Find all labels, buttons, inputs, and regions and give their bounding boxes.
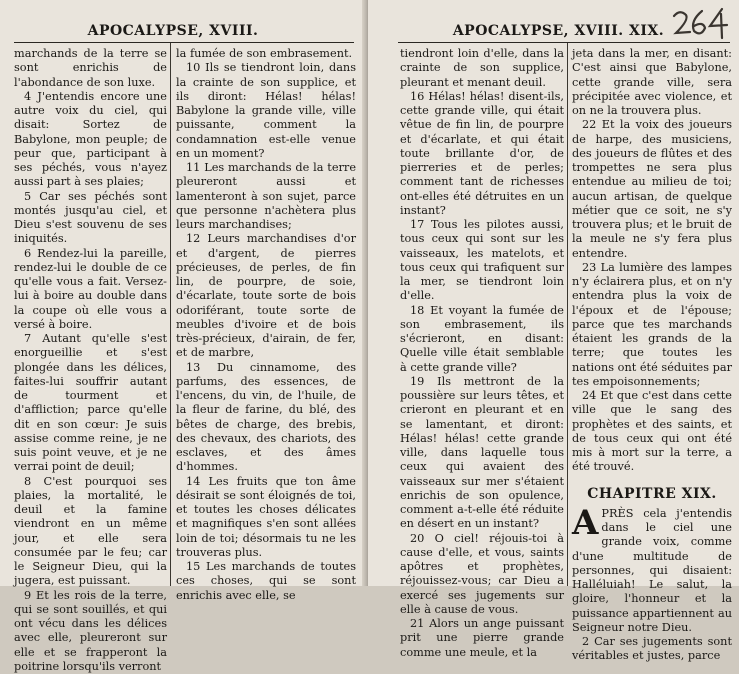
verse: 16 Hélas! hélas! disent-ils, cette grande ville, qui était vêtue de fin lin, de pourpre et d'écarlate, et qui était toute brillante d'or, de pierreries et de perles; comment tant de richesses ont-elles été détruites en un instant? [400, 90, 564, 218]
verse: 13 Du cinnamome, des parfums, des essences, de l'encens, du vin, de l'huile, de la fleur de farine, du blé, des bêtes de charge, des brebis, des chevaux, des chariots, des esclaves, et des âmes d'hommes. [176, 361, 356, 475]
verse: 8 C'est pourquoi ses plaies, la mortalité, le deuil et la famine viendront en un même jour, et elle sera consumée par le feu; car le Seigneur Dieu, qui la jugera, est puissant. [14, 475, 167, 589]
verse: 7 Autant qu'elle s'est enorgueillie et s'est plongée dans les délices, faites-lui souffrir autant de tourment et d'affliction; parce qu'elle dit en son cœur: Je suis assise comme reine, je ne suis point veuve, et je ne verrai point de deuil; [14, 332, 167, 475]
column-divider-right [567, 43, 568, 586]
verse: jeta dans la mer, en disant: C'est ainsi que Babylone, cette grande ville, sera précipitée avec violence, et on ne la trouvera plus. [572, 47, 732, 118]
verse: 10 Ils se tiendront loin, dans la crainte de son supplice, et ils diront: Hélas! hélas! Babylone la grande ville, ville puissante, comment la condamnation est-elle venue en un moment? [176, 61, 356, 161]
verse: 11 Les marchands de la terre pleureront aussi et lamenteront à son sujet, parce que personne n'achètera plus leurs marchandises; [176, 161, 356, 232]
verse: 22 Et la voix des joueurs de harpe, des musiciens, des joueurs de flûtes et des trompettes ne sera plus entendue au milieu de toi; aucun artisan, de quelque métier que ce soit, ne s'y trouvera plus; et le bruit de la meule ne s'y fera plus entendre. [572, 118, 732, 261]
column-divider-left [170, 43, 171, 586]
verse: 6 Rendez-lui la pareille, rendez-lui le double de ce qu'elle vous a fait. Versez-lui à boire au double dans la coupe où elle vous a versé à boire. [14, 247, 167, 333]
header-rule-left [14, 42, 354, 43]
verse: 5 Car ses péchés sont montés jusqu'au ciel, et Dieu s'est souvenu de ses iniquités. [14, 190, 167, 247]
verse: 20 O ciel! réjouis-toi à cause d'elle, et vous, saints apôtres et prophètes, réjouissez-vous; car Dieu a exercé ses jugements sur elle à cause de vous. [400, 532, 564, 618]
left-column-2 [176, 47, 356, 586]
handwritten-page-number [668, 6, 736, 40]
verse: 4 J'entendis encore une autre voix du ciel, qui disait: Sortez de Babylone, mon peuple; de peur que, participant à ses péchés, vous n'ayez aussi part à ses plaies; [14, 90, 167, 190]
verse: la fumée de son embrasement. [176, 47, 356, 61]
verse: 2 Car ses jugements sont véritables et justes, parce [572, 635, 732, 664]
verse: 14 Les fruits que ton âme désirait se sont éloignés de toi, et toutes les choses délicates et magnifiques s'en sont allées loin de toi; désormais tu ne les trouveras plus. [176, 475, 356, 561]
verse: marchands de la terre se sont enrichis de l'abondance de son luxe. [14, 47, 167, 90]
verse: 12 Leurs marchandises d'or et d'argent, de pierres précieuses, de perles, de fin lin, de pourpre, de soie, d'écarlate, toute sorte de bois odoriférant, toute sorte de meubles d'ivoire et de bois très-précieux, d'airain, de fer, et de marbre, [176, 232, 356, 360]
verse: 23 La lumière des lampes n'y éclairera plus, et on n'y entendra plus la voix de l'époux et de l'épouse; parce que tes marchands étaient les grands de la terre; que toutes les nations ont été séduites par tes empoisonnements; [572, 261, 732, 389]
right-column-2 [572, 47, 732, 586]
verse: 19 Ils mettront de la poussière sur leurs têtes, et crieront en pleurant et en se lamentant, et diront: Hélas! hélas! cette grande ville, dans laquelle tous ceux qui avaient des vaisseaux sur mer s'étaient enrichis de son opulence, comment a-t-elle été réduite en désert en un instant? [400, 375, 564, 532]
right-page [368, 0, 739, 586]
verse: 18 Et voyant la fumée de son embrasement, ils s'écrieront, en disant: Quelle ville était semblable à cette grande ville? [400, 304, 564, 375]
left-page [0, 0, 366, 586]
running-header-right: APOCALYPSE, XVIII. XIX. [368, 23, 739, 39]
verse: 9 Et les rois de la terre, qui se sont souillés, et qui ont vécu dans les délices avec elle, pleureront sur elle et se frapperont la poitrine lorsqu'ils verront [14, 589, 167, 674]
drop-cap: A [572, 508, 598, 538]
right-column-1 [400, 47, 564, 586]
verse [572, 507, 732, 635]
running-header-left: APOCALYPSE, XVIII. [0, 23, 366, 39]
verse-text: cela j'entendis dans le ciel une grande voix, comme d'une multitude de personnes, qui disaient: Halléluiah! Le salut, la gloire, l'honneur et la puissance appartiennent au Seigneur notre Dieu. [572, 507, 732, 634]
left-column-1 [14, 47, 167, 586]
verse: tiendront loin d'elle, dans la crainte de son supplice, pleurant et menant deuil. [400, 47, 564, 90]
verse: 21 Alors un ange puissant prit une pierre grande comme une meule, et la [400, 617, 564, 660]
handwritten-number-mark [668, 6, 736, 40]
header-rule-right [398, 42, 730, 43]
chapter-heading: CHAPITRE XIX. [572, 487, 732, 501]
smallcaps-lead: PRÈS [601, 507, 633, 520]
verse: 17 Tous les pilotes aussi, tous ceux qui sont sur les vaisseaux, les matelots, et tous ceux qui trafiquent sur la mer, se tiendront loin d'elle. [400, 218, 564, 304]
verse: 15 Les marchands de toutes ces choses, qui se sont enrichis avec elle, se [176, 560, 356, 603]
verse: 24 Et que c'est dans cette ville que le sang des prophètes et des saints, et de tous ceux qui ont été mis à mort sur la terre, a été trouvé. [572, 389, 732, 475]
